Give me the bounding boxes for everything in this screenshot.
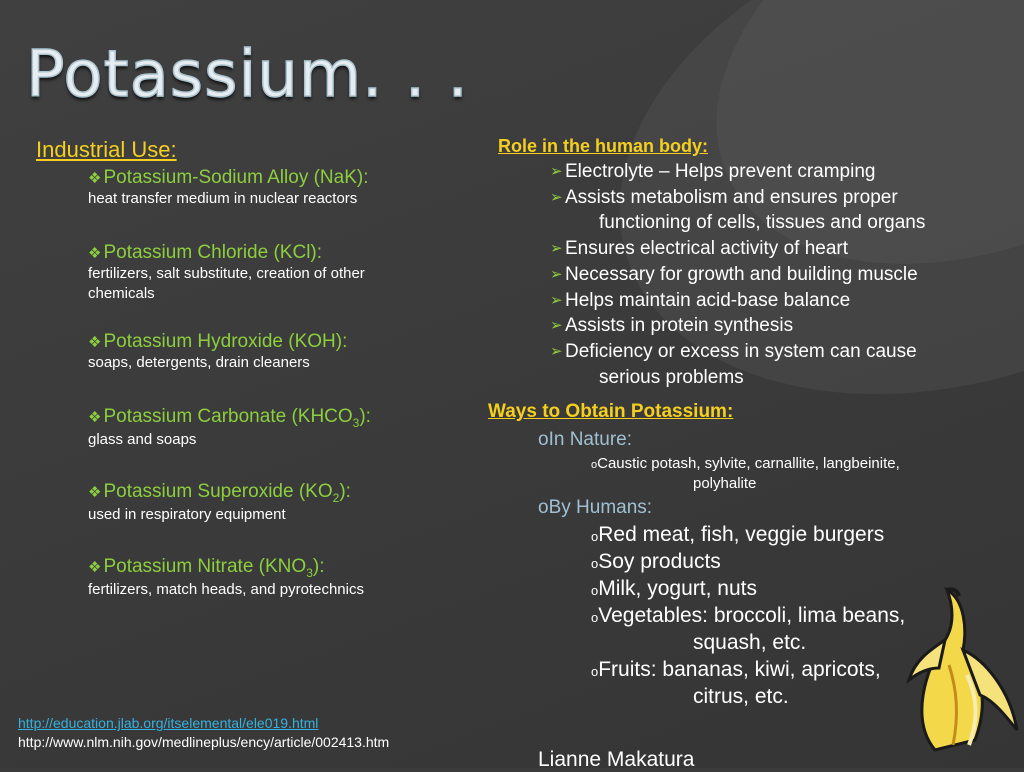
subscript: 3 bbox=[352, 415, 360, 430]
human-source-cont: citrus, etc. bbox=[693, 685, 789, 708]
diamond-bullet-icon: ❖ bbox=[88, 170, 102, 187]
circle-bullet-icon: o bbox=[591, 556, 599, 571]
compound-name: Potassium Chloride (KCl): bbox=[103, 242, 323, 263]
industrial-item-khco3 bbox=[88, 406, 428, 450]
circle-bullet-icon: o bbox=[591, 610, 599, 625]
human-source-item: oFruits: bananas, kiwi, apricots, bbox=[591, 658, 881, 681]
compound-name-end: ): bbox=[339, 481, 351, 502]
industrial-item-kno3 bbox=[88, 556, 428, 600]
slide-title: Potassium. . . bbox=[26, 38, 469, 112]
arrow-bullet-icon: ➢ bbox=[550, 188, 563, 206]
industrial-use-heading: Industrial Use: bbox=[36, 137, 177, 162]
banana-icon bbox=[905, 580, 1024, 770]
human-source-item: oSoy products bbox=[591, 550, 721, 573]
compound-name: Potassium Hydroxide (KOH): bbox=[103, 331, 348, 352]
by-humans-item: oBy Humans: bbox=[538, 497, 653, 518]
diamond-bullet-icon: ❖ bbox=[88, 245, 102, 262]
role-item: ➢ Electrolyte – Helps prevent cramping bbox=[550, 159, 990, 185]
circle-bullet-icon: o bbox=[591, 459, 598, 471]
compound-use: fertilizers, salt substitute, creation of other chemicals bbox=[88, 265, 365, 302]
compound-use: soaps, detergents, drain cleaners bbox=[88, 354, 310, 371]
circle-bullet-icon: o bbox=[591, 664, 599, 679]
compound-name-end: ): bbox=[312, 556, 325, 577]
compound-name: Potassium Superoxide (KO bbox=[103, 481, 333, 502]
compound-name: Potassium-Sodium Alloy (NaK): bbox=[103, 167, 369, 188]
compound-use: heat transfer medium in nuclear reactors bbox=[88, 190, 358, 207]
subscript: 3 bbox=[306, 565, 313, 580]
diamond-bullet-icon: ❖ bbox=[88, 484, 102, 501]
circle-bullet-icon: o bbox=[591, 529, 599, 544]
reference-link-nlm: http://www.nlm.nih.gov/medlineplus/ency/article/002413.htm bbox=[18, 734, 390, 750]
diamond-bullet-icon: ❖ bbox=[88, 409, 102, 426]
role-item: ➢ Ensures electrical activity of heart bbox=[550, 236, 990, 262]
circle-bullet-icon: o bbox=[538, 429, 549, 450]
compound-use: fertilizers, match heads, and pyrotechnics bbox=[88, 580, 364, 598]
human-source-item: oRed meat, fish, veggie burgers bbox=[591, 523, 885, 546]
reference-link-jlab[interactable]: http://education.jlab.org/itselemental/ele019.html bbox=[18, 715, 319, 731]
arrow-bullet-icon: ➢ bbox=[550, 291, 563, 309]
role-item: ➢ Assists metabolism and ensures proper functioning of cells, tissues and organs bbox=[550, 186, 926, 234]
arrow-bullet-icon: ➢ bbox=[550, 317, 563, 335]
role-heading: Role in the human body: bbox=[498, 136, 708, 156]
arrow-bullet-icon: ➢ bbox=[550, 265, 563, 283]
human-source-cont: squash, etc. bbox=[693, 631, 807, 654]
compound-use: glass and soaps bbox=[88, 430, 197, 448]
nature-detail-cont: polyhalite bbox=[693, 475, 757, 492]
diamond-bullet-icon: ❖ bbox=[88, 559, 102, 576]
compound-name: Potassium Nitrate (KNO bbox=[103, 556, 307, 577]
subscript: 2 bbox=[332, 490, 340, 505]
human-source-item: oMilk, yogurt, nuts bbox=[591, 577, 757, 600]
role-item: ➢ Helps maintain acid-base balance bbox=[550, 288, 990, 314]
ways-heading: Ways to Obtain Potassium: bbox=[488, 401, 734, 422]
in-nature-item: oIn Nature: bbox=[538, 429, 633, 450]
compound-use: used in respiratory equipment bbox=[88, 505, 286, 523]
circle-bullet-icon: o bbox=[591, 583, 599, 598]
industrial-item-koh bbox=[88, 331, 428, 373]
circle-bullet-icon: o bbox=[538, 497, 549, 518]
reference-links bbox=[18, 714, 389, 752]
industrial-item-nak bbox=[88, 167, 428, 209]
role-item: ➢ Assists in protein synthesis bbox=[550, 313, 990, 339]
author-name: Lianne Makatura bbox=[538, 748, 695, 771]
diamond-bullet-icon: ❖ bbox=[88, 334, 102, 351]
human-source-item: oVegetables: broccoli, lima beans, bbox=[591, 604, 906, 627]
industrial-item-kcl bbox=[88, 242, 428, 304]
role-item: ➢ Necessary for growth and building muscle bbox=[550, 262, 990, 288]
compound-name-end: ): bbox=[359, 406, 371, 427]
compound-name: Potassium Carbonate (KHCO bbox=[103, 406, 353, 427]
arrow-bullet-icon: ➢ bbox=[550, 163, 563, 180]
industrial-item-ko2 bbox=[88, 481, 428, 525]
role-item: ➢ Deficiency or excess in system can cause serious problems bbox=[550, 340, 917, 388]
arrow-bullet-icon: ➢ bbox=[550, 240, 563, 258]
arrow-bullet-icon: ➢ bbox=[550, 342, 563, 360]
role-list bbox=[550, 159, 990, 390]
nature-detail: oCaustic potash, sylvite, carnallite, langbeinite, bbox=[591, 455, 900, 472]
